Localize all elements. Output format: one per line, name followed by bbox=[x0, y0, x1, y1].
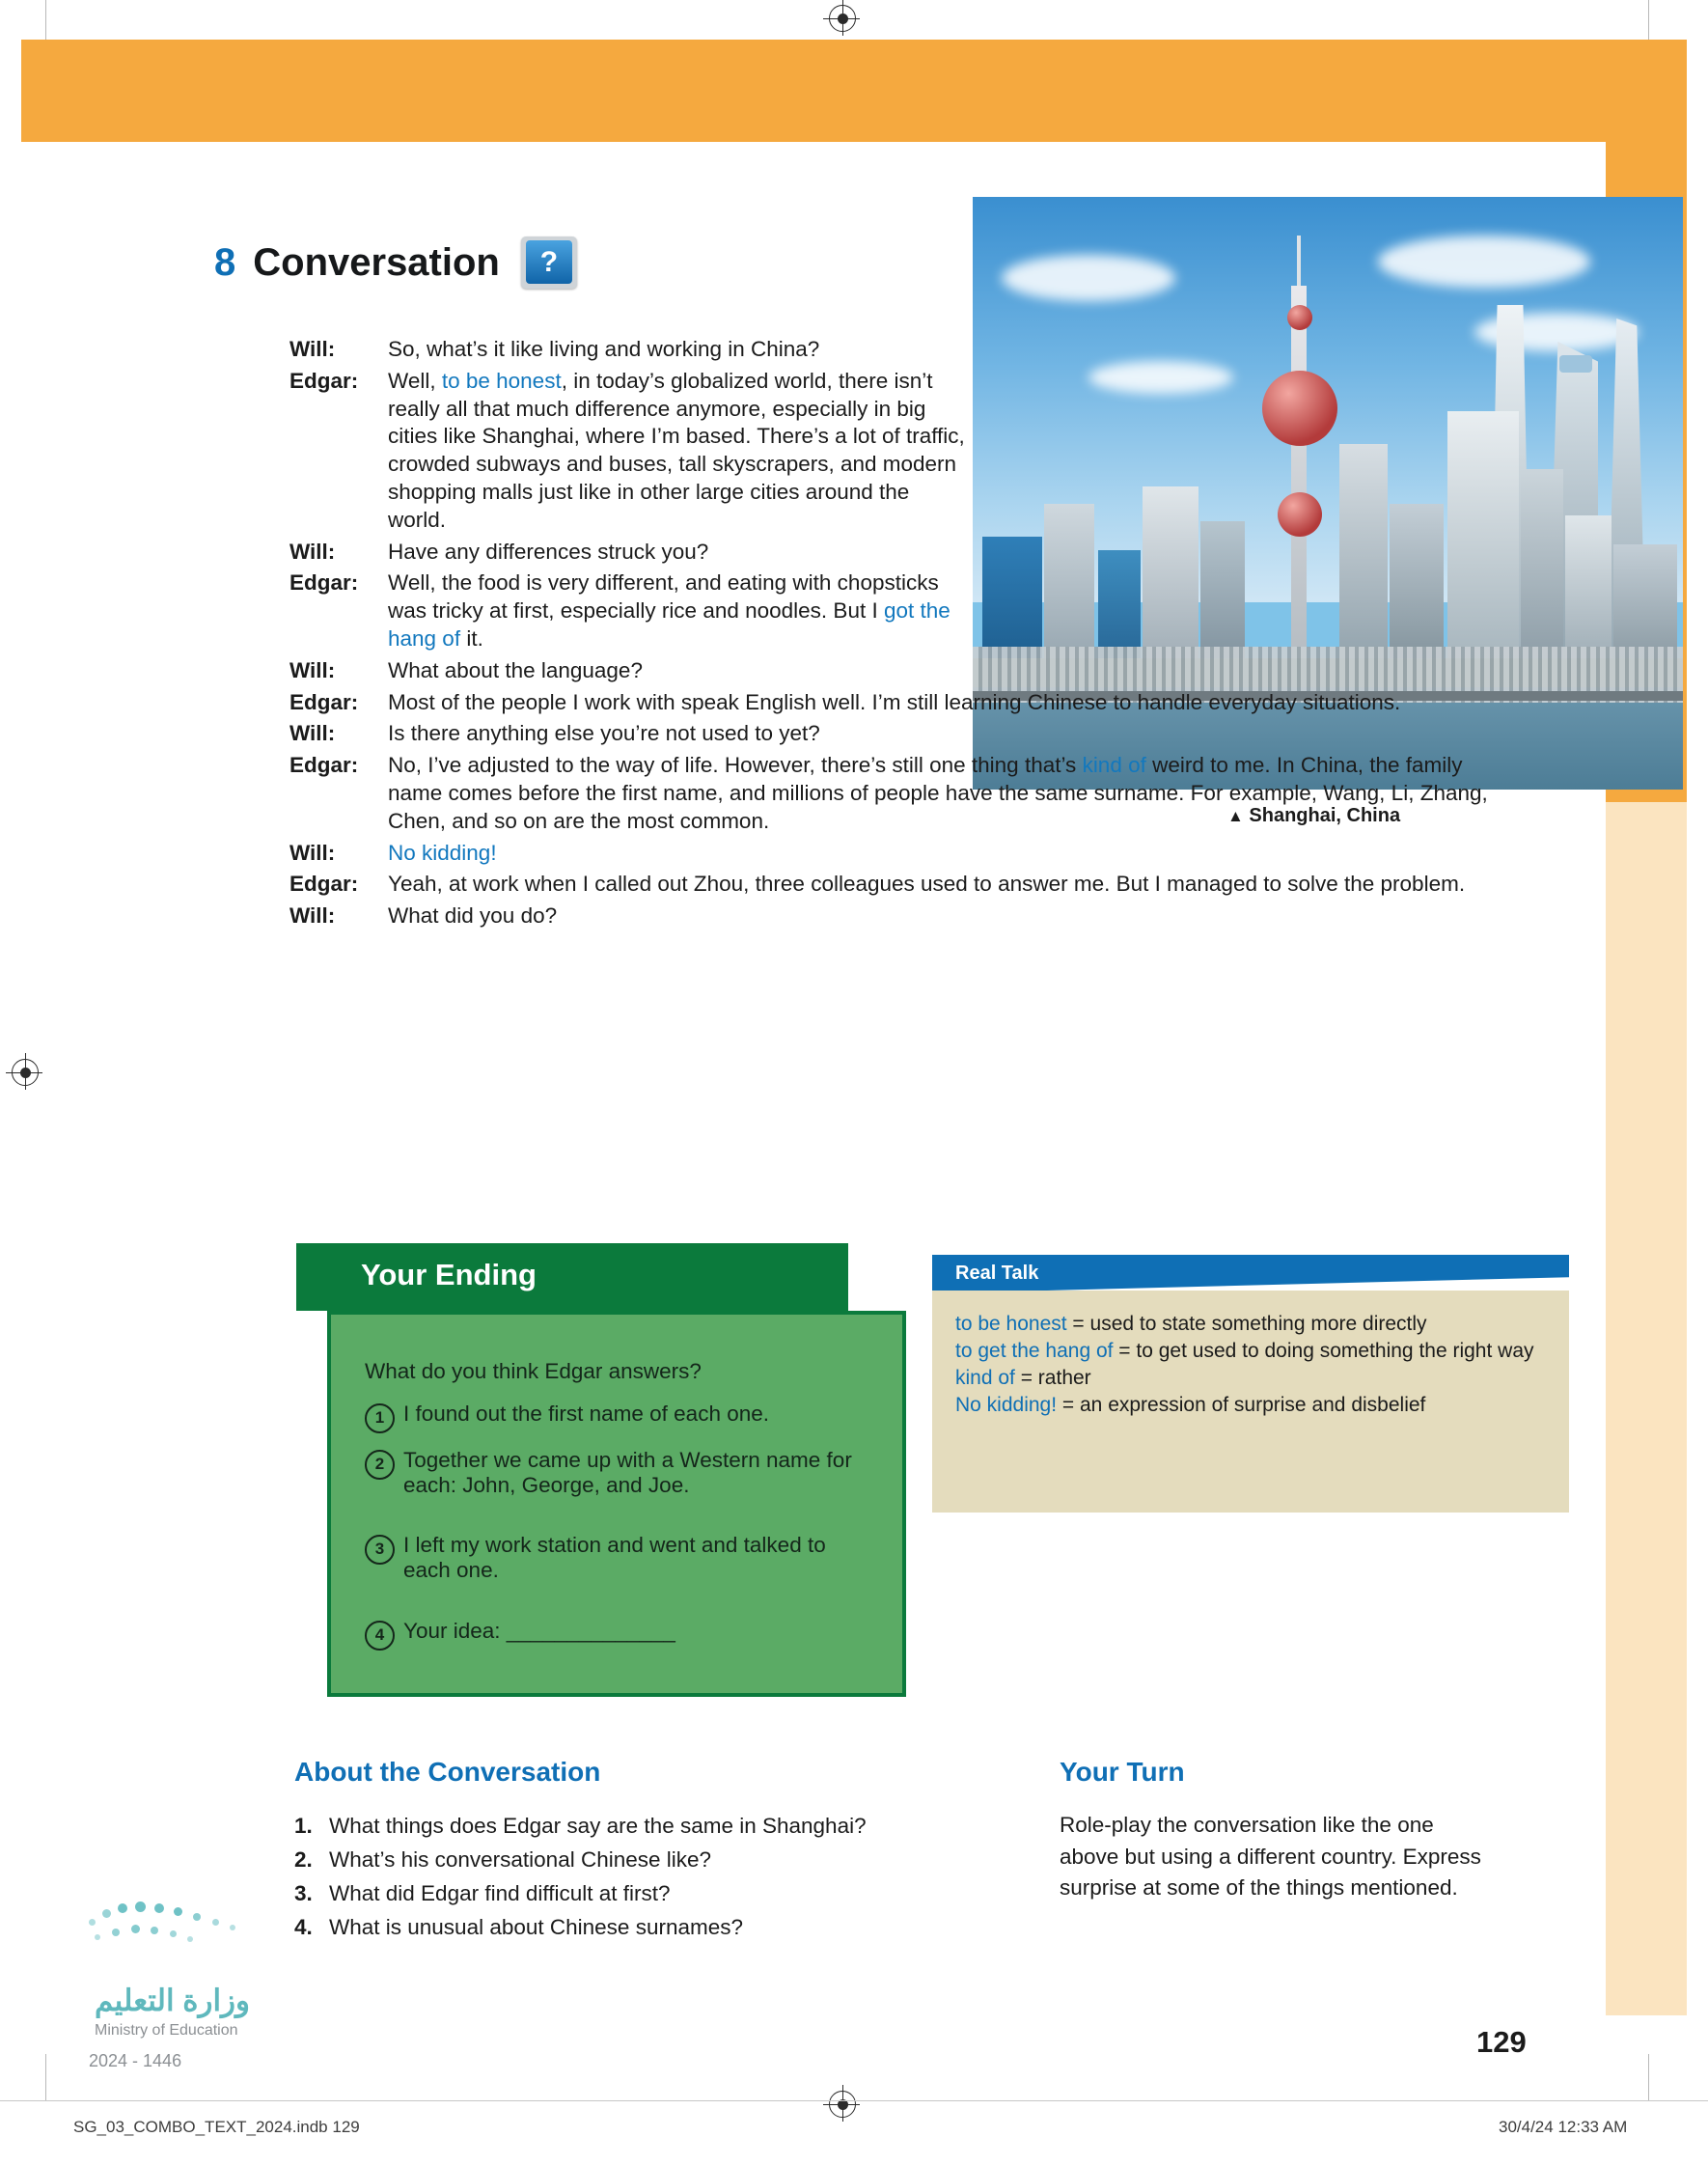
speaker-name: Will: bbox=[289, 721, 336, 746]
option-number: 3 bbox=[365, 1535, 395, 1565]
item-text: What did Edgar find difficult at first? bbox=[329, 1880, 671, 1905]
speaker-name: Will: bbox=[289, 337, 336, 361]
dialogue-text: So, what’s it like living and working in China? bbox=[388, 337, 820, 361]
speaker-name: Will: bbox=[289, 903, 336, 929]
your-ending-option[interactable] bbox=[365, 1533, 876, 1583]
speaker-name: Will: bbox=[289, 657, 336, 682]
registration-mark-icon bbox=[12, 1059, 39, 1086]
your-ending-option[interactable] bbox=[365, 1619, 876, 1651]
section-title: Conversation bbox=[253, 241, 500, 284]
option-label: I found out the first name of each one. bbox=[403, 1402, 769, 1426]
dialogue-line bbox=[289, 368, 1515, 535]
your-ending-option[interactable] bbox=[365, 1448, 876, 1498]
photo-caption-text: Shanghai, China bbox=[1249, 805, 1401, 826]
your-turn-text: Role-play the conversation like the one above but using a different country. Express surprise at some of the things mentioned. bbox=[1060, 1813, 1481, 1901]
speaker-name: Edgar: bbox=[289, 753, 359, 778]
page-title bbox=[214, 236, 577, 289]
option-number: 2 bbox=[365, 1450, 395, 1480]
real-talk-term: to get the hang of bbox=[955, 1339, 1114, 1362]
real-talk-entry bbox=[955, 1365, 1558, 1392]
dialogue-line bbox=[289, 569, 1515, 652]
footer-timestamp: 30/4/24 12:33 AM bbox=[1499, 2118, 1628, 2136]
dialogue-line bbox=[289, 657, 1515, 685]
list-item bbox=[294, 1911, 1008, 1945]
real-talk-entry bbox=[955, 1392, 1558, 1419]
dialogue-text: Well, the food is very different, and eating with chopsticks was tricky at first, especially rice and noodles. But I got the hang of it. bbox=[388, 570, 950, 651]
item-text: What’s his conversational Chinese like? bbox=[329, 1846, 712, 1872]
item-text: What things does Edgar say are the same in Shanghai? bbox=[329, 1814, 867, 1838]
dialogue-line bbox=[289, 539, 1515, 567]
dialogue-line bbox=[289, 720, 1515, 748]
real-talk-entry bbox=[955, 1338, 1558, 1365]
about-conversation-list bbox=[294, 1810, 1008, 1945]
audio-icon-glyph: ? bbox=[526, 240, 572, 284]
dialogue-text: What did you do? bbox=[388, 903, 558, 929]
option-number: 1 bbox=[365, 1403, 395, 1433]
footer-file-slug: SG_03_COMBO_TEXT_2024.indb 129 bbox=[73, 2118, 360, 2136]
speaker-name: Will: bbox=[289, 539, 336, 564]
real-talk-entries bbox=[955, 1311, 1558, 1419]
option-label: Together we came up with a Western name for each: John, George, and Joe. bbox=[403, 1448, 852, 1497]
registration-mark-icon bbox=[829, 2091, 856, 2118]
caption-triangle-icon: ▲ bbox=[1227, 807, 1244, 825]
dialogue-text: Have any differences struck you? bbox=[388, 539, 709, 564]
dialogue-text: What about the language? bbox=[388, 657, 643, 682]
dialogue-line bbox=[289, 689, 1515, 717]
real-talk-term: to be honest bbox=[955, 1313, 1067, 1335]
real-talk-definition: = an expression of surprise and disbelief bbox=[1057, 1393, 1426, 1416]
dialogue-line bbox=[289, 752, 1515, 835]
real-talk-term: kind of bbox=[955, 1366, 1015, 1389]
item-number: 3. bbox=[294, 1880, 313, 1905]
section-number: 8 bbox=[214, 241, 236, 284]
real-talk-definition: = rather bbox=[1014, 1366, 1091, 1389]
dialogue-line bbox=[289, 336, 1515, 364]
option-label: Your idea: ______________ bbox=[403, 1619, 675, 1643]
ministry-logo-english: Ministry of Education bbox=[95, 2022, 238, 2039]
dialogue-text: No, I’ve adjusted to the way of life. However, there’s still one thing that’s kind of weird to me. In China, the family name comes before the first name, and millions of people have the same surname. For example, Wang, Li, Zhang, Chen, and so on are the most common. bbox=[388, 753, 1488, 833]
real-talk-title: Real Talk bbox=[955, 1263, 1039, 1284]
speaker-name: Edgar: bbox=[289, 368, 359, 393]
top-banner bbox=[21, 40, 1687, 142]
item-number: 2. bbox=[294, 1846, 313, 1872]
your-ending-option[interactable] bbox=[365, 1402, 876, 1433]
real-talk-definition: = to get used to doing something the right way bbox=[1113, 1339, 1534, 1362]
your-turn-title: Your Turn bbox=[1060, 1757, 1185, 1787]
dialogue-text: Is there anything else you’re not used to yet? bbox=[388, 721, 820, 746]
conversation-script bbox=[289, 336, 1515, 934]
footer-divider bbox=[0, 2100, 1708, 2101]
list-item bbox=[294, 1844, 1008, 1877]
list-item bbox=[294, 1877, 1008, 1911]
dialogue-text: No kidding! bbox=[388, 840, 497, 865]
about-conversation-title: About the Conversation bbox=[294, 1757, 601, 1787]
speaker-name: Edgar: bbox=[289, 872, 359, 897]
item-number: 1. bbox=[294, 1814, 313, 1838]
your-ending-title: Your Ending bbox=[361, 1258, 537, 1291]
option-label: I left my work station and went and talked to each one. bbox=[403, 1533, 826, 1582]
speaker-name: Edgar: bbox=[289, 570, 359, 596]
speaker-name: Will: bbox=[289, 840, 336, 865]
ministry-logo-years: 2024 - 1446 bbox=[89, 2051, 182, 2070]
dialogue-text: Most of the people I work with speak English well. I’m still learning Chinese to handle everyday situations. bbox=[388, 689, 1401, 714]
list-item bbox=[294, 1810, 1008, 1844]
speaker-name: Edgar: bbox=[289, 689, 359, 714]
trim-mark bbox=[1648, 2054, 1649, 2100]
audio-icon[interactable] bbox=[521, 236, 577, 289]
dialogue-line bbox=[289, 871, 1515, 899]
real-talk-definition: = used to state something more directly bbox=[1066, 1313, 1427, 1335]
item-number: 4. bbox=[294, 1914, 313, 1939]
dialogue-text: Well, to be honest, in today’s globalized world, there isn’t really all that much difference anymore, especially in big cities like Shanghai, where I’m based. There’s a lot of traffic, crowded subways and buses, tall skyscrapers, and modern shopping malls just like in other large cities around the world. bbox=[388, 368, 965, 532]
dialogue-line bbox=[289, 902, 1515, 930]
dialogue-text: Yeah, at work when I called out Zhou, three colleagues used to answer me. But I managed to solve the problem. bbox=[388, 872, 1466, 897]
option-number: 4 bbox=[365, 1621, 395, 1651]
trim-mark bbox=[45, 2054, 46, 2100]
ministry-dots-icon bbox=[85, 1900, 278, 1950]
real-talk-term: No kidding! bbox=[955, 1393, 1058, 1416]
page-number: 129 bbox=[1476, 2025, 1527, 2059]
ministry-logo-arabic: وزارة التعليم bbox=[95, 1984, 250, 2017]
registration-mark-icon bbox=[829, 5, 856, 32]
your-ending-question: What do you think Edgar answers? bbox=[365, 1359, 702, 1383]
item-text: What is unusual about Chinese surnames? bbox=[329, 1914, 743, 1939]
real-talk-entry bbox=[955, 1311, 1558, 1338]
dialogue-line bbox=[289, 840, 1515, 868]
